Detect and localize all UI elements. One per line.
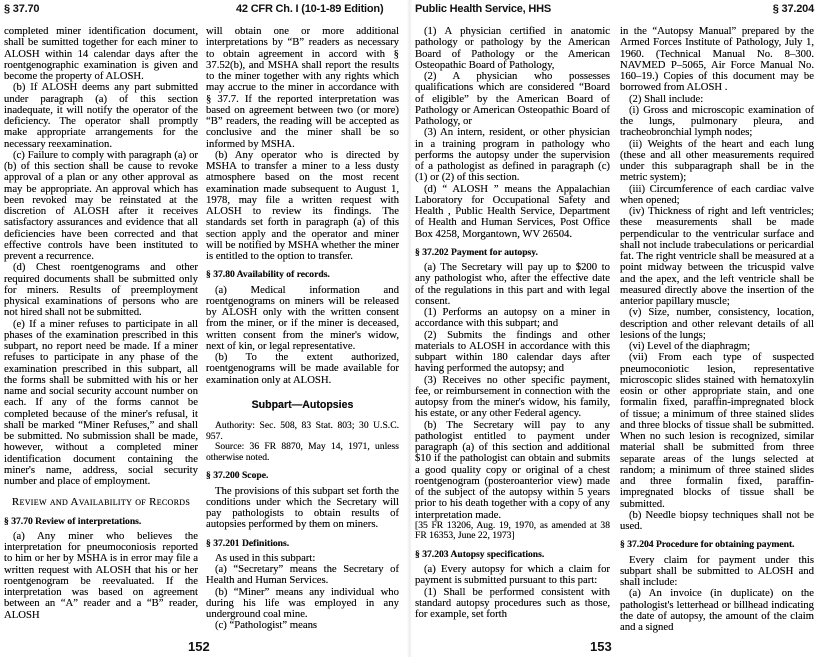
paragraph: (c) “Pathologist” means xyxy=(215,619,318,632)
paragraph: (a) “Secretary” means the Secretary of Health and Human Services. xyxy=(206,563,399,587)
paragraph: (ii) Weights of the heart and each lung (these and all other measurements required under this subparagraph shall be in the metric system); xyxy=(620,137,814,184)
paragraph: (a) Any miner who believes the interpretation for pneumoconiosis reported to him or her by MSHA is in error may file a written request with ALOSH that his or her roentgenogram be reevaluated. If the interpretation was based on agreement between an “A” reader and a “B” reader, ALOSH xyxy=(4,529,198,621)
right-running-section: § 37.204 xyxy=(772,3,814,15)
paragraph: (b) If ALOSH deems any part submitted under paragraph (a) of this section inadequate, it will notify the operator of the deficiency. The operator shall promptly make appropriate arrangements for the necessary reexamination. xyxy=(4,81,198,150)
column-1 xyxy=(4,26,198,621)
section-heading: § 37.201 Definitions. xyxy=(206,537,290,549)
paragraph: The provisions of this subpart set forth the conditions under which the Secretary will pay pathologists to obtain results of autopsies performed by them on miners. xyxy=(206,484,399,531)
paragraph: (2) Submits the findings and other materials to ALOSH in accordance with this subpart within 180 calendar days after having performed the autopsy; and xyxy=(415,328,610,375)
section-heading: § 37.203 Autopsy specifications. xyxy=(415,548,545,560)
paragraph: (b) Needle biopsy techniques shall not be used. xyxy=(620,508,814,532)
paragraph: (iii) Circumference of each cardiac valve when opened; xyxy=(620,182,814,206)
paragraph: (1) Performs an autopsy on a miner in accordance with this subpart; and xyxy=(415,306,610,330)
paragraph: (vii) From each type of suspected pneumoconiotic lesion, representative microscopic slides stained with hematoxylin eosin or other appropriate stain, and one formalin fixed, paraffin-impregnated block of tissue; a minimum of three stained slides and three blocks of tissue shall be submitted. When no such lesion is recognized, similar material shall be submitted from three separate areas of the lungs selected at random; a minimum of three stained slides and three formalin fixed, paraffin-impregnated blocks of tissue shall be submitted. xyxy=(620,351,814,510)
section-heading: § 37.200 Scope. xyxy=(206,470,269,482)
paragraph: (2) A physician who possesses qualifications which are considered “Board of eligible” by the American Board of Pathology or American Osteopathic Board of Pathology, or xyxy=(415,70,610,127)
subpart-heading: Subpart—Autopsies xyxy=(251,398,354,411)
paragraph: (iv) Thickness of right and left ventricles; these measurements shall be made perpendicular to the ventricular surface and shall not include trabeculations or pericardial fat. The right ventricle shall be measured at a point midway between the tricuspid valve and the apex, and the left ventricle shall be measured directly above the insertion of the anterior papillary muscle; xyxy=(620,205,814,307)
paragraph: (vi) Level of the diaphragm; xyxy=(629,340,751,352)
column-3 xyxy=(415,26,610,620)
left-running-section: § 37.70 xyxy=(4,3,40,15)
left-running-title: 42 CFR Ch. I (10-1-89 Edition) xyxy=(236,3,384,15)
paragraph: (i) Gross and microscopic examination of the lungs, pulmonary pleura, and tracheobronchial lymph nodes; xyxy=(620,103,814,139)
column-4 xyxy=(620,26,814,633)
source-note: Source: 36 FR 8870, May 14, 1971, unless otherwise noted. xyxy=(206,441,399,463)
paragraph: (v) Size, number, consistency, location, description and other relevant details of all lesions of the lungs; xyxy=(620,306,814,341)
center-heading: Review and Availability of Records xyxy=(11,496,191,509)
column-2 xyxy=(206,26,399,632)
paragraph: completed miner identification document, shall be sumitted together for each miner to ALOSH within 14 calendar days after the roentgenographic examination is given and become the property of ALOSH. xyxy=(4,25,198,82)
page-footer xyxy=(0,637,818,657)
authority-note: Authority: Sec. 508, 83 Stat. 803; 30 U.S.C. 957. xyxy=(206,420,399,442)
page-number-left: 152 xyxy=(188,639,210,655)
paragraph: (e) If a miner refuses to participate in all phases of the examination prescribed in this subpart, no report need be made. If a miner refuses to participate in any phase of the examination prescribed in this subpart, all the forms shall be submitted with his or her name and social security account number on each. If any of the forms cannot be completed because of the miner's refusal, it shall be marked “Miner Refuses,” and shall be submitted. No submission shall be made, however, without a completed miner identification document containing the miner's name, address, social security number and place of employment. xyxy=(4,317,198,487)
paragraph: Every claim for payment under this subpart shall be submitted to ALOSH and shall include: xyxy=(620,553,814,588)
page-gutter xyxy=(407,0,412,657)
paragraph: (1) A physician certified in anatomic pathology or pathology by the American Board of Pathology or the American Osteopathic Board of Pathology, xyxy=(415,25,610,71)
paragraph: (b) “Miner” means any individual who during his life was employed in any underground coal mine. xyxy=(206,585,399,621)
paragraph: (3) Receives no other specific payment, fee, or reimbursement in connection with the autopsy from the miner's widow, his family, his estate, or any other Federal agency. xyxy=(415,373,610,420)
section-heading: § 37.70 Review of interpretations. xyxy=(4,515,142,527)
paragraph: (a) An invoice (in duplicate) on the pathologist's letterhead or billhead indicating the date of autopsy, the amount of the claim and a signed xyxy=(620,587,814,633)
citation-note: [35 FR 13206, Aug. 19, 1970, as amended at 38 FR 16353, June 22, 1973] xyxy=(415,519,610,542)
section-heading: § 37.80 Availability of records. xyxy=(206,269,330,281)
paragraph: (b) Any operator who is directed by MSHA to transfer a miner to a less dusty atmosphere based on the most recent examination made subsequent to August 1, 1978, may file a written request with ALOSH to review its findings. The standards set forth in paragraph (a) of this section apply and the operator and miner will be notified by MSHA whether the miner is entitled to the option to transfer. xyxy=(206,148,399,262)
paragraph: (1) Shall be performed consistent with standard autopsy procedures such as those, for example, set forth xyxy=(415,585,610,621)
paragraph: (d) Chest roentgenograms and other required documents shall be submitted only for miners. Results of preemployment physical examinations of persons who are not hired shall not be submitted. xyxy=(4,261,198,319)
paragraph: (a) Every autopsy for which a claim for payment is submitted pursuant to this part: xyxy=(415,563,610,587)
paragraph: As used in this subpart: xyxy=(215,551,316,564)
paragraph: will obtain one or more additional interpretations by “B” readers as necessary to obtain agreement in accord with § 37.52(b), and MSHA shall report the results to the miner together with any rights which may accrue to the miner in accordance with § 37.7. If the reported interpretation was based on agreement between two (or more) “B” readers, the reading will be accepted as conclusive and the miner shall be so informed by MSHA. xyxy=(206,25,399,150)
paragraph: (d) “ ALOSH ” means the Appalachian Laboratory for Occupational Safety and Health , Public Health Service, Department of Health and Human Services, Post Office Box 4258, Morgantown, WV 26504. xyxy=(415,182,610,240)
paragraph: in the “Autopsy Manual” prepared by the Armed Forces Institute of Pathology, July 1, 1960. (Technical Manual No. 8–300. NAVMED P–5065, Air Force Manual No. 160–19.) Copies of this document may be borrowed from ALOSH . xyxy=(620,25,814,94)
section-heading: § 37.204 Procedure for obtaining payment. xyxy=(620,539,795,551)
paragraph: (2) Shall include: xyxy=(629,92,704,105)
paragraph: (a) Medical information and roentgenograms on miners will be released by ALOSH only with the written consent from the miner, or if the miner is deceased, written consent from the miner's widow, next of kin, or legal representative. xyxy=(206,283,399,352)
paragraph: (b) The Secretary will pay to any pathologist entitled to payment under paragraph (a) of this section and additional $10 if the pathologist can obtain and submits a good quality copy or original of a chest roentgenogram (posteroanterior view) made of the subject of the autopsy within 5 years prior to his death together with a copy of any interpretation made. xyxy=(415,418,610,521)
paragraph: (a) The Secretary will pay up to $200 to any pathologist who, after the effective date of the regulations in this part and with legal consent. xyxy=(415,261,610,307)
right-running-title: Public Health Service, HHS xyxy=(415,3,552,15)
section-heading: § 37.202 Payment for autopsy. xyxy=(415,246,538,258)
paragraph: (b) To the extent authorized, roentgenograms will be made available for examination only at ALOSH. xyxy=(206,351,399,386)
page-number-right: 153 xyxy=(590,639,612,655)
paragraph: (3) An intern, resident, or other physician in a training program in pathology who performs the autopsy under the supervision of a pathologist as defined in paragraph (c) (1) or (2) of this section. xyxy=(415,126,610,184)
paragraph: (c) Failure to comply with paragraph (a) or (b) of this section shall be cause to revoke approval of a plan or any other approval as may be appropriate. An approval which has been revoked may be reinstated at the discretion of ALOSH after it receives satisfactory assurances and evidence that all deficiencies have been corrected and that effective controls have been instituted to prevent a recurrence. xyxy=(4,148,198,262)
